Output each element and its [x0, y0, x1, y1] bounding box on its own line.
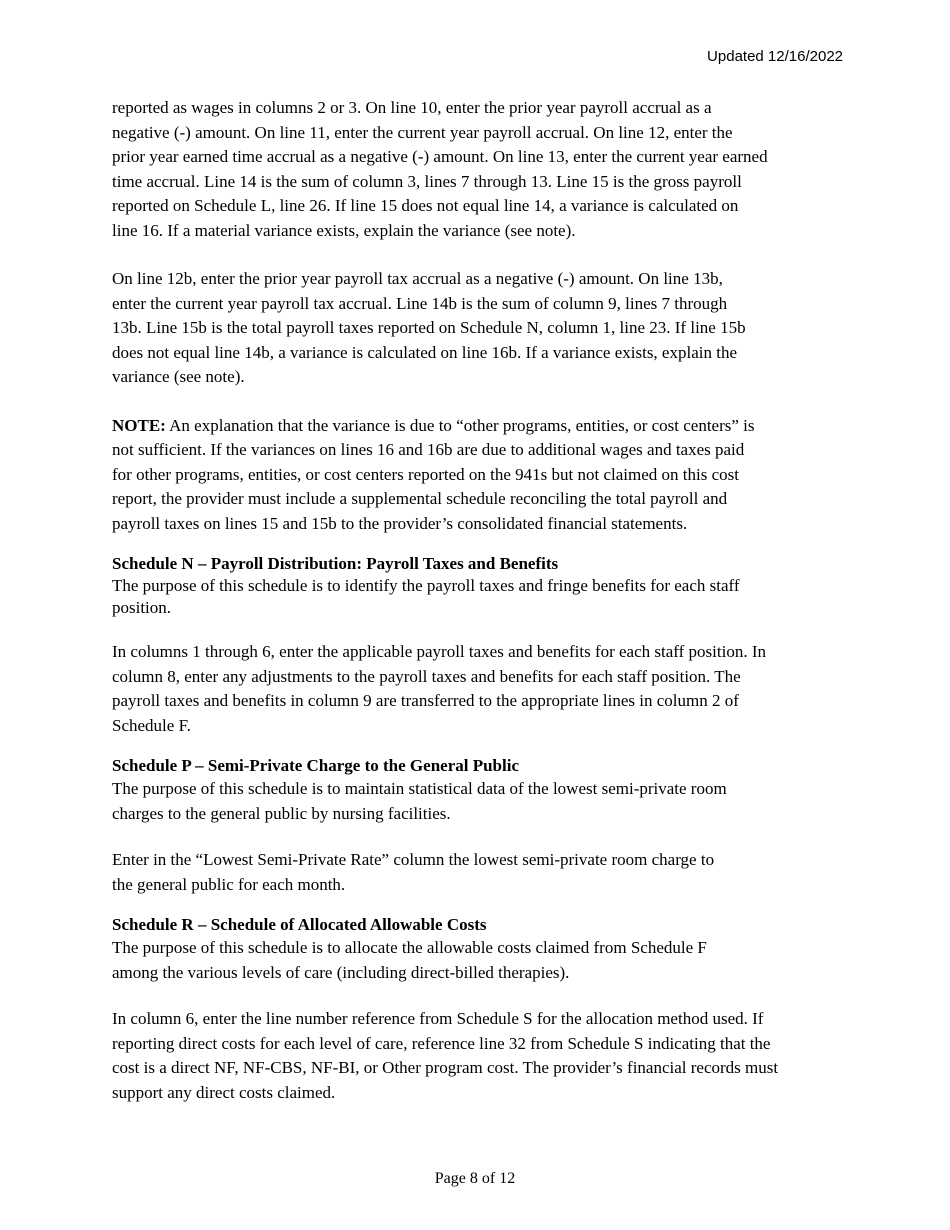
text-line: line 16. If a material variance exists, explain the variance (see note).	[112, 220, 576, 240]
text-line: position.	[112, 597, 172, 617]
text-line: not sufficient. If the variances on lines 16 and 16b are due to additional wages and taxes paid	[112, 440, 745, 459]
text-line: The purpose of this schedule is to maintain statistical data of the lowest semi-private room	[112, 779, 727, 798]
section-heading: Schedule N – Payroll Distribution: Payroll Taxes and Benefits	[112, 554, 559, 573]
text-line: cost is a direct NF, NF-CBS, NF-BI, or Other program cost. The provider’s financial records must	[112, 1058, 779, 1077]
section-purpose	[112, 936, 848, 985]
text-line: In column 6, enter the line number reference from Schedule S for the allocation method used. If	[112, 1009, 764, 1028]
text-line: reported as wages in columns 2 or 3. On line 10, enter the prior year payroll accrual as a	[112, 98, 712, 117]
note-first-line: An explanation that the variance is due to “other programs, entities, or cost centers” is	[165, 415, 755, 435]
text-line: payroll taxes on lines 15 and 15b to the provider’s consolidated financial statements.	[112, 513, 688, 533]
section-purpose	[112, 777, 848, 826]
section-purpose	[112, 575, 848, 618]
text-line: for other programs, entities, or cost centers reported on the 941s but not claimed on this cost	[112, 464, 739, 484]
section-schedule-r	[112, 914, 848, 1105]
paragraph-payroll-tax-accrual	[112, 267, 848, 390]
text-line: does not equal line 14b, a variance is calculated on line 16b. If a variance exists, explain the	[112, 342, 737, 362]
text-line: Schedule F.	[112, 715, 191, 735]
text-line: time accrual. Line 14 is the sum of column 3, lines 7 through 13. Line 15 is the gross payroll	[112, 171, 742, 191]
note-paragraph	[112, 414, 848, 537]
text-line: negative (-) amount. On line 11, enter the current year payroll accrual. On line 12, enter the	[112, 122, 733, 142]
text-line: The purpose of this schedule is to identify the payroll taxes and fringe benefits for each staff	[112, 576, 740, 595]
paragraph-payroll-accrual	[112, 96, 848, 243]
text-line: variance (see note).	[112, 367, 245, 386]
text-line: reporting direct costs for each level of care, reference line 32 from Schedule S indicating that the	[112, 1033, 771, 1053]
updated-date: Updated 12/16/2022	[707, 48, 843, 65]
text-line: enter the current year payroll tax accrual. Line 14b is the sum of column 9, lines 7 through	[112, 293, 728, 313]
text-line: The purpose of this schedule is to allocate the allowable costs claimed from Schedule F	[112, 938, 707, 957]
section-schedule-p	[112, 755, 848, 897]
text-line: column 8, enter any adjustments to the payroll taxes and benefits for each staff position. The	[112, 666, 741, 686]
section-schedule-n	[112, 553, 848, 738]
text-line: report, the provider must include a supplemental schedule reconciling the total payroll and	[112, 489, 728, 508]
section-body	[112, 848, 848, 897]
section-body	[112, 640, 848, 738]
document-body	[112, 96, 848, 1129]
text-line: among the various levels of care (including direct-billed therapies).	[112, 962, 570, 982]
text-line: payroll taxes and benefits in column 9 are transferred to the appropriate lines in column 2 of	[112, 691, 739, 710]
text-line: In columns 1 through 6, enter the applicable payroll taxes and benefits for each staff position. In	[112, 642, 766, 661]
text-line: On line 12b, enter the prior year payroll tax accrual as a negative (-) amount. On line 13b,	[112, 269, 723, 288]
text-line: the general public for each month.	[112, 874, 346, 894]
text-line: charges to the general public by nursing facilities.	[112, 803, 451, 823]
page-number: Page 8 of 12	[434, 1170, 516, 1187]
section-heading: Schedule R – Schedule of Allocated Allowable Costs	[112, 915, 487, 934]
section-heading: Schedule P – Semi-Private Charge to the General Public	[112, 756, 519, 775]
text-line: 13b. Line 15b is the total payroll taxes reported on Schedule N, column 1, line 23. If line 15b	[112, 318, 746, 337]
text-line	[112, 414, 848, 439]
text-line: reported on Schedule L, line 26. If line 15 does not equal line 14, a variance is calculated on	[112, 196, 739, 215]
note-label: NOTE:	[112, 415, 166, 435]
text-line: prior year earned time accrual as a negative (-) amount. On line 13, enter the current year earned	[112, 147, 768, 166]
text-line: support any direct costs claimed.	[112, 1082, 336, 1102]
section-body	[112, 1007, 848, 1105]
text-line: Enter in the “Lowest Semi-Private Rate” column the lowest semi-private room charge to	[112, 850, 715, 869]
